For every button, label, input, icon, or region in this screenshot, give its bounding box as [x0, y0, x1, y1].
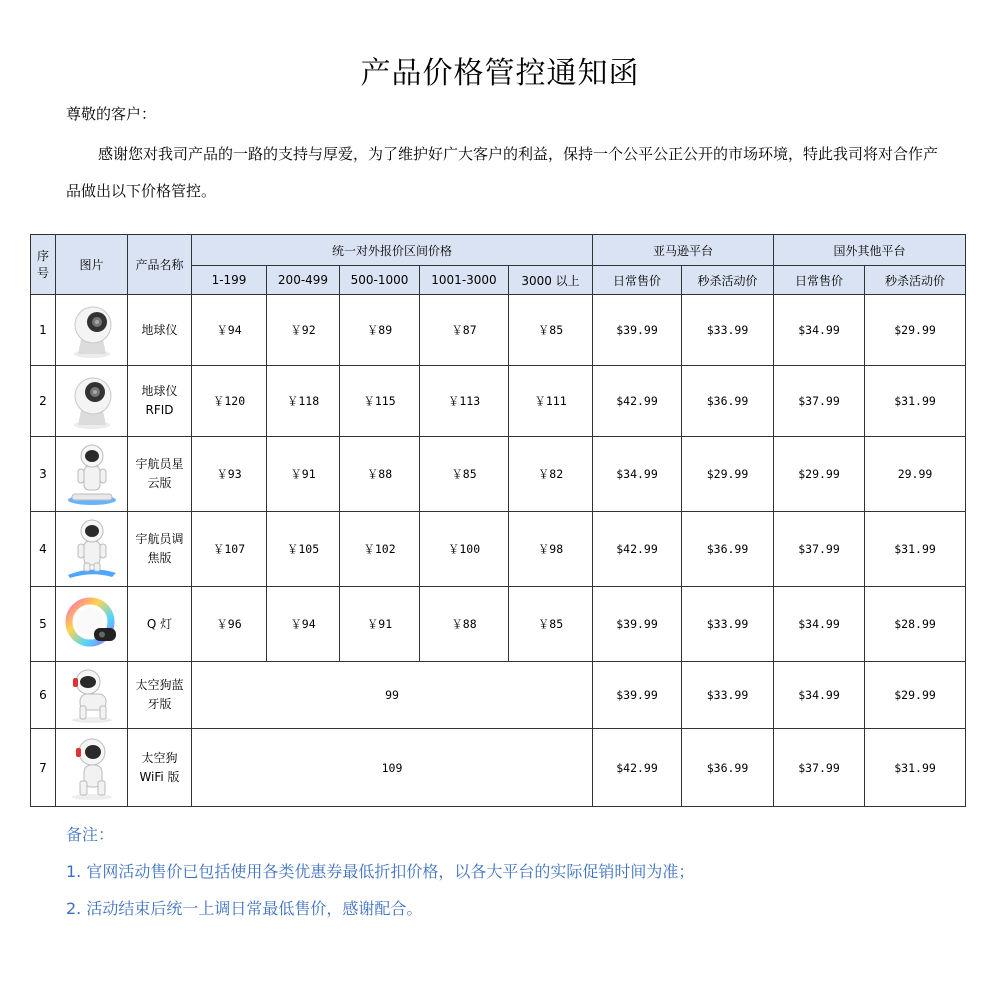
note-item: 1. 官网活动售价已包括使用各类优惠券最低折扣价格，以各大平台的实际促销时间为准； [66, 862, 695, 881]
amazon-flash-price: $36.99 [682, 512, 774, 587]
globe-projector-rfid-image [62, 371, 122, 431]
price-cell: ￥113 [420, 366, 509, 437]
price-cell: ￥120 [192, 366, 267, 437]
price-cell: ￥111 [509, 366, 593, 437]
price-cell: ￥85 [420, 437, 509, 512]
product-name: 宇航员星云版 [128, 437, 192, 512]
price-cell: ￥94 [267, 587, 340, 662]
header-name: 产品名称 [128, 235, 192, 295]
header-amazon-flash: 秒杀活动价 [682, 266, 774, 295]
salutation: 尊敬的客户： [66, 105, 157, 123]
row-seq: 1 [31, 295, 56, 366]
header-foreign-group: 国外其他平台 [774, 235, 966, 266]
product-image [56, 662, 128, 729]
product-image [56, 587, 128, 662]
price-cell: ￥93 [192, 437, 267, 512]
header-range: 200-499 [267, 266, 340, 295]
amazon-daily-price: $39.99 [593, 662, 682, 729]
row-seq: 3 [31, 437, 56, 512]
foreign-daily-price: $29.99 [774, 437, 865, 512]
astronaut-focus-image [62, 517, 122, 581]
header-range: 500-1000 [340, 266, 420, 295]
price-cell: ￥91 [267, 437, 340, 512]
foreign-flash-price: $29.99 [865, 662, 966, 729]
product-name: 太空狗 WiFi 版 [128, 729, 192, 807]
price-cell: ￥88 [420, 587, 509, 662]
table-row [31, 587, 966, 662]
product-image [56, 366, 128, 437]
intro-paragraph: 感谢您对我司产品的一路的支持与厚爱，为了维护好广大客户的利益，保持一个公平公正公开的市场环境，特此我司将对合作产品做出以下价格管控。 [66, 145, 939, 200]
foreign-flash-price: $31.99 [865, 366, 966, 437]
table-row [31, 366, 966, 437]
price-cell: ￥85 [509, 587, 593, 662]
space-dog-wifi-image [62, 735, 122, 801]
price-cell: ￥85 [509, 295, 593, 366]
header-range: 1001-3000 [420, 266, 509, 295]
price-cell: ￥94 [192, 295, 267, 366]
price-table [30, 234, 966, 807]
amazon-daily-price: $39.99 [593, 587, 682, 662]
foreign-flash-price: 29.99 [865, 437, 966, 512]
globe-projector-image [62, 300, 122, 360]
notes-section [66, 822, 694, 933]
amazon-daily-price: $39.99 [593, 295, 682, 366]
amazon-flash-price: $33.99 [682, 587, 774, 662]
unified-price-cell: 99 [192, 662, 593, 729]
amazon-flash-price: $33.99 [682, 295, 774, 366]
space-dog-bluetooth-image [62, 666, 122, 724]
price-cell: ￥87 [420, 295, 509, 366]
amazon-daily-price: $42.99 [593, 729, 682, 807]
table-row [31, 729, 966, 807]
price-cell: ￥102 [340, 512, 420, 587]
row-seq: 5 [31, 587, 56, 662]
table-row [31, 295, 966, 366]
product-image [56, 729, 128, 807]
price-cell: ￥100 [420, 512, 509, 587]
header-seq: 序号 [31, 235, 56, 295]
product-image [56, 437, 128, 512]
product-name: Q 灯 [128, 587, 192, 662]
q-lamp-image [62, 594, 122, 654]
header-range: 1-199 [192, 266, 267, 295]
notes-title: 备注： [66, 825, 115, 844]
header-foreign-daily: 日常售价 [774, 266, 865, 295]
header-amazon-daily: 日常售价 [593, 266, 682, 295]
amazon-flash-price: $36.99 [682, 366, 774, 437]
header-range: 3000 以上 [509, 266, 593, 295]
unified-price-cell: 109 [192, 729, 593, 807]
header-foreign-flash: 秒杀活动价 [865, 266, 966, 295]
product-image [56, 295, 128, 366]
foreign-daily-price: $37.99 [774, 729, 865, 807]
row-seq: 7 [31, 729, 56, 807]
amazon-daily-price: $34.99 [593, 437, 682, 512]
row-seq: 2 [31, 366, 56, 437]
product-name: 地球仪 RFID [128, 366, 192, 437]
document-title: 产品价格管控通知函 [360, 56, 640, 91]
amazon-daily-price: $42.99 [593, 512, 682, 587]
amazon-daily-price: $42.99 [593, 366, 682, 437]
table-row [31, 662, 966, 729]
price-cell: ￥89 [340, 295, 420, 366]
price-cell: ￥118 [267, 366, 340, 437]
foreign-daily-price: $34.99 [774, 587, 865, 662]
product-name: 地球仪 [128, 295, 192, 366]
foreign-flash-price: $31.99 [865, 729, 966, 807]
foreign-flash-price: $28.99 [865, 587, 966, 662]
row-seq: 4 [31, 512, 56, 587]
product-name: 宇航员调焦版 [128, 512, 192, 587]
foreign-flash-price: $31.99 [865, 512, 966, 587]
foreign-daily-price: $34.99 [774, 662, 865, 729]
amazon-flash-price: $33.99 [682, 662, 774, 729]
header-offline-group: 统一对外报价区间价格 [192, 235, 593, 266]
price-cell: ￥82 [509, 437, 593, 512]
table-row [31, 512, 966, 587]
row-seq: 6 [31, 662, 56, 729]
astronaut-nebula-image [62, 442, 122, 506]
price-cell: ￥115 [340, 366, 420, 437]
amazon-flash-price: $36.99 [682, 729, 774, 807]
amazon-flash-price: $29.99 [682, 437, 774, 512]
header-image: 图片 [56, 235, 128, 295]
table-row [31, 437, 966, 512]
header-amazon-group: 亚马逊平台 [593, 235, 774, 266]
price-cell: ￥91 [340, 587, 420, 662]
price-cell: ￥92 [267, 295, 340, 366]
foreign-daily-price: $37.99 [774, 366, 865, 437]
note-item: 2. 活动结束后统一上调日常最低售价，感谢配合。 [66, 899, 423, 918]
price-cell: ￥107 [192, 512, 267, 587]
product-image [56, 512, 128, 587]
price-cell: ￥105 [267, 512, 340, 587]
price-cell: ￥98 [509, 512, 593, 587]
foreign-daily-price: $34.99 [774, 295, 865, 366]
price-cell: ￥96 [192, 587, 267, 662]
product-name: 太空狗蓝牙版 [128, 662, 192, 729]
foreign-flash-price: $29.99 [865, 295, 966, 366]
price-cell: ￥88 [340, 437, 420, 512]
foreign-daily-price: $37.99 [774, 512, 865, 587]
